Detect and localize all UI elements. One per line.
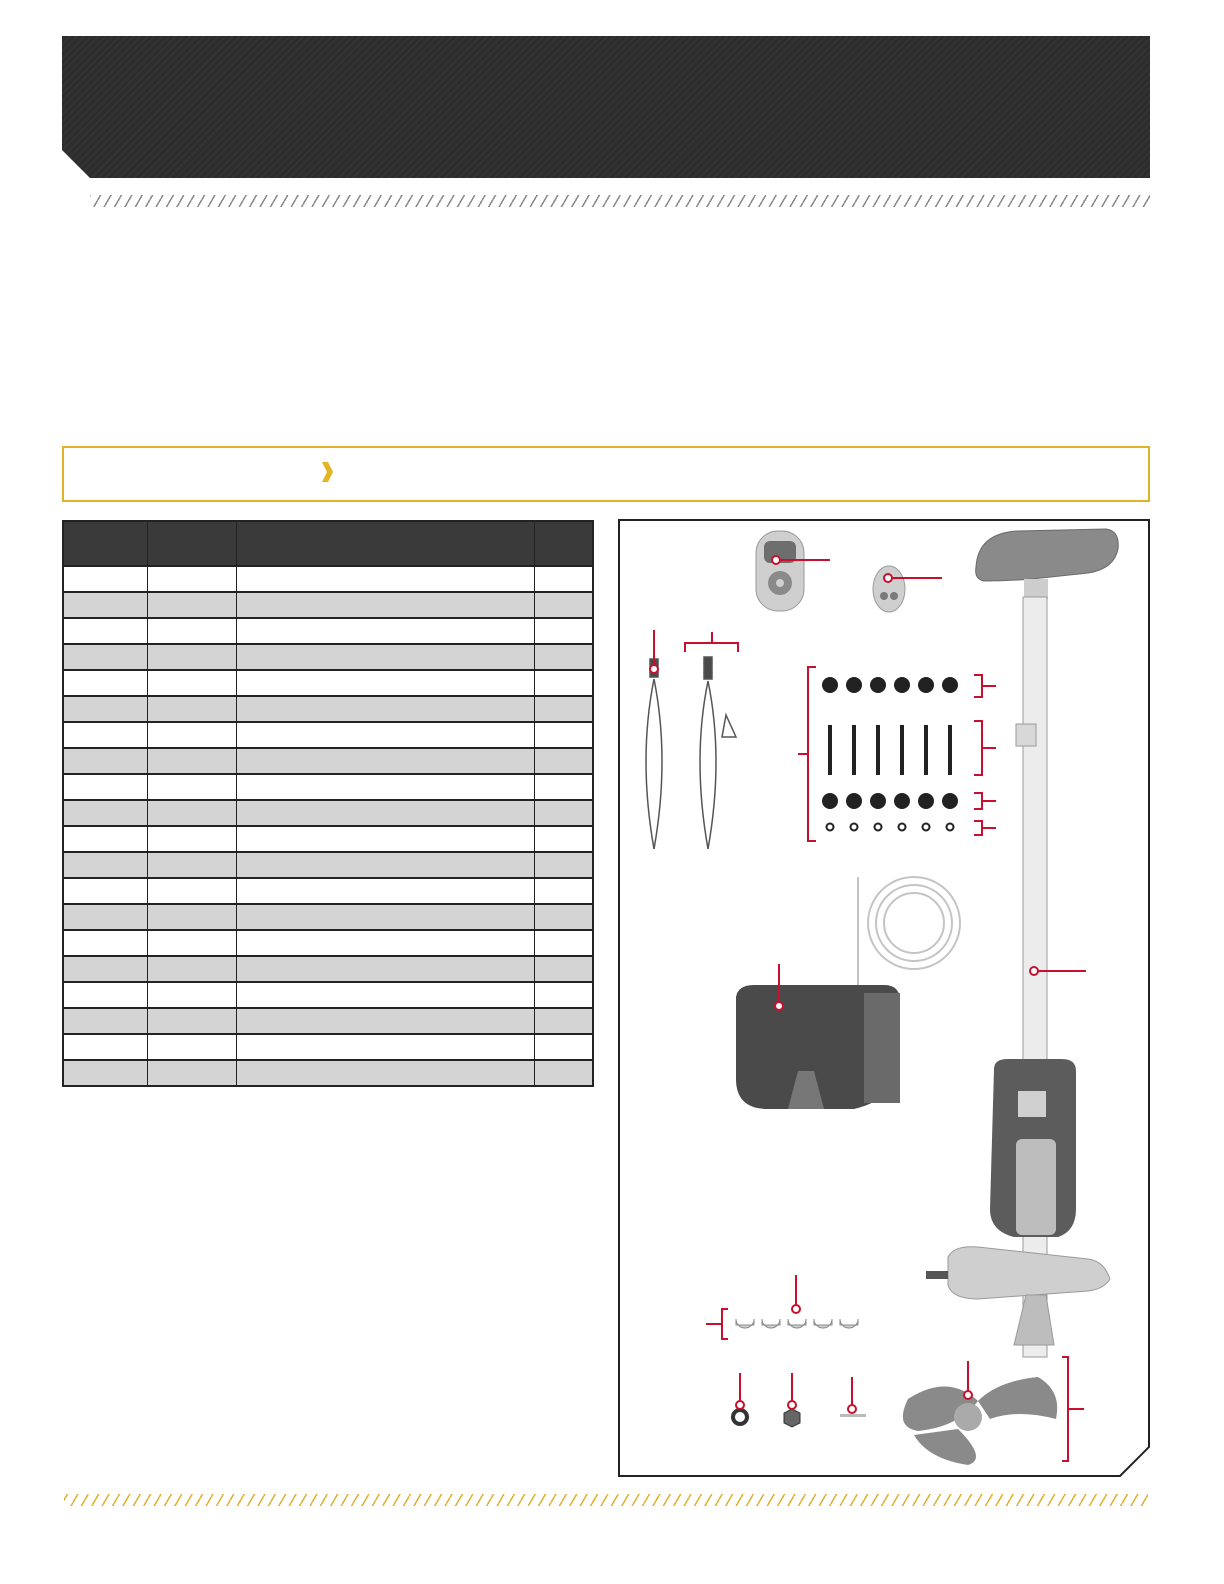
table-row bbox=[63, 1060, 593, 1086]
table-cell bbox=[63, 618, 147, 644]
parts-illustration-panel bbox=[618, 519, 1150, 1477]
table-cell bbox=[147, 982, 236, 1008]
table-cell bbox=[147, 800, 236, 826]
table-cell bbox=[237, 670, 535, 696]
table-row bbox=[63, 696, 593, 722]
table-cell bbox=[237, 1034, 535, 1060]
table-cell bbox=[237, 930, 535, 956]
table-cell bbox=[534, 722, 593, 748]
table-cell bbox=[534, 696, 593, 722]
callout-bar bbox=[62, 446, 1150, 502]
table-cell bbox=[147, 878, 236, 904]
table-row bbox=[63, 618, 593, 644]
table-row bbox=[63, 982, 593, 1008]
table-row bbox=[63, 1008, 593, 1034]
table-cell bbox=[237, 592, 535, 618]
table-cell bbox=[534, 1034, 593, 1060]
table-cell bbox=[147, 1034, 236, 1060]
table-row bbox=[63, 878, 593, 904]
table-cell bbox=[237, 878, 535, 904]
table-cell bbox=[63, 930, 147, 956]
table-cell bbox=[237, 618, 535, 644]
table-row bbox=[63, 904, 593, 930]
parts-table bbox=[62, 520, 594, 1087]
table-cell bbox=[147, 722, 236, 748]
table-cell bbox=[237, 1060, 535, 1086]
parts-diagram bbox=[618, 519, 1150, 1477]
shaft-illustration bbox=[1023, 597, 1047, 1357]
table-cell bbox=[147, 696, 236, 722]
table-row bbox=[63, 800, 593, 826]
table-cell bbox=[63, 982, 147, 1008]
table-row bbox=[63, 826, 593, 852]
table-cell bbox=[63, 696, 147, 722]
table-cell bbox=[237, 1008, 535, 1034]
header-banner bbox=[62, 36, 1150, 178]
table-cell bbox=[237, 566, 535, 592]
table-cell bbox=[147, 644, 236, 670]
table-cell bbox=[147, 930, 236, 956]
table-cell bbox=[147, 852, 236, 878]
table-cell bbox=[147, 774, 236, 800]
column-header bbox=[237, 521, 535, 566]
table-cell bbox=[237, 956, 535, 982]
table-row bbox=[63, 930, 593, 956]
drive-pin-illustration bbox=[840, 1414, 866, 1417]
table-cell bbox=[237, 722, 535, 748]
table-cell bbox=[534, 592, 593, 618]
prop-nut-illustration bbox=[784, 1409, 800, 1427]
table-cell bbox=[534, 878, 593, 904]
table-cell bbox=[534, 852, 593, 878]
table-row bbox=[63, 670, 593, 696]
table-cell bbox=[534, 774, 593, 800]
table-cell bbox=[534, 748, 593, 774]
table-cell bbox=[534, 982, 593, 1008]
chevron-right-icon bbox=[320, 460, 334, 484]
table-cell bbox=[63, 644, 147, 670]
table-cell bbox=[534, 904, 593, 930]
table-cell bbox=[63, 1060, 147, 1086]
table-cell bbox=[534, 1008, 593, 1034]
table-cell bbox=[237, 982, 535, 1008]
table-row bbox=[63, 644, 593, 670]
table-cell bbox=[63, 904, 147, 930]
table-row bbox=[63, 1034, 593, 1060]
table-cell bbox=[63, 670, 147, 696]
table-cell bbox=[534, 800, 593, 826]
table-cell bbox=[237, 904, 535, 930]
table-cell bbox=[237, 644, 535, 670]
table-cell bbox=[63, 748, 147, 774]
table-cell bbox=[63, 852, 147, 878]
table-cell bbox=[237, 696, 535, 722]
remote-control-illustration bbox=[756, 531, 804, 611]
table-row bbox=[63, 956, 593, 982]
table-cell bbox=[63, 878, 147, 904]
table-cell bbox=[534, 618, 593, 644]
table-row bbox=[63, 852, 593, 878]
table-cell bbox=[63, 826, 147, 852]
table-cell bbox=[237, 852, 535, 878]
table-cell bbox=[147, 826, 236, 852]
column-header bbox=[147, 521, 236, 566]
table-cell bbox=[63, 1008, 147, 1034]
table-cell bbox=[534, 930, 593, 956]
table-cell bbox=[237, 774, 535, 800]
table-cell bbox=[147, 592, 236, 618]
motor-housing-illustration bbox=[990, 1059, 1076, 1237]
table-cell bbox=[534, 644, 593, 670]
table-cell bbox=[147, 904, 236, 930]
top-hatch-divider bbox=[90, 195, 1150, 207]
table-cell bbox=[237, 826, 535, 852]
foot-pedal-illustration bbox=[736, 985, 900, 1109]
column-header bbox=[63, 521, 147, 566]
table-row bbox=[63, 748, 593, 774]
table-cell bbox=[63, 774, 147, 800]
banner-texture bbox=[62, 36, 1150, 178]
table-row bbox=[63, 722, 593, 748]
table-cell bbox=[63, 592, 147, 618]
table-cell bbox=[147, 956, 236, 982]
table-header-row bbox=[63, 521, 593, 566]
table-cell bbox=[147, 566, 236, 592]
table-cell bbox=[147, 1008, 236, 1034]
table-cell bbox=[147, 748, 236, 774]
table-cell bbox=[147, 1060, 236, 1086]
table-cell bbox=[534, 566, 593, 592]
table-cell bbox=[534, 670, 593, 696]
table-cell bbox=[534, 1060, 593, 1086]
table-row bbox=[63, 566, 593, 592]
key-fob-illustration bbox=[873, 566, 905, 612]
table-cell bbox=[63, 800, 147, 826]
bottom-hatch-divider bbox=[64, 1494, 1148, 1506]
table-cell bbox=[237, 748, 535, 774]
table-cell bbox=[534, 956, 593, 982]
table-row bbox=[63, 592, 593, 618]
table-row bbox=[63, 774, 593, 800]
table-cell bbox=[237, 800, 535, 826]
table-cell bbox=[534, 826, 593, 852]
parts-table-body bbox=[63, 566, 593, 1086]
table-cell bbox=[63, 956, 147, 982]
table-cell bbox=[63, 1034, 147, 1060]
table-cell bbox=[63, 566, 147, 592]
table-cell bbox=[147, 618, 236, 644]
column-header bbox=[534, 521, 593, 566]
table-cell bbox=[63, 722, 147, 748]
table-cell bbox=[147, 670, 236, 696]
